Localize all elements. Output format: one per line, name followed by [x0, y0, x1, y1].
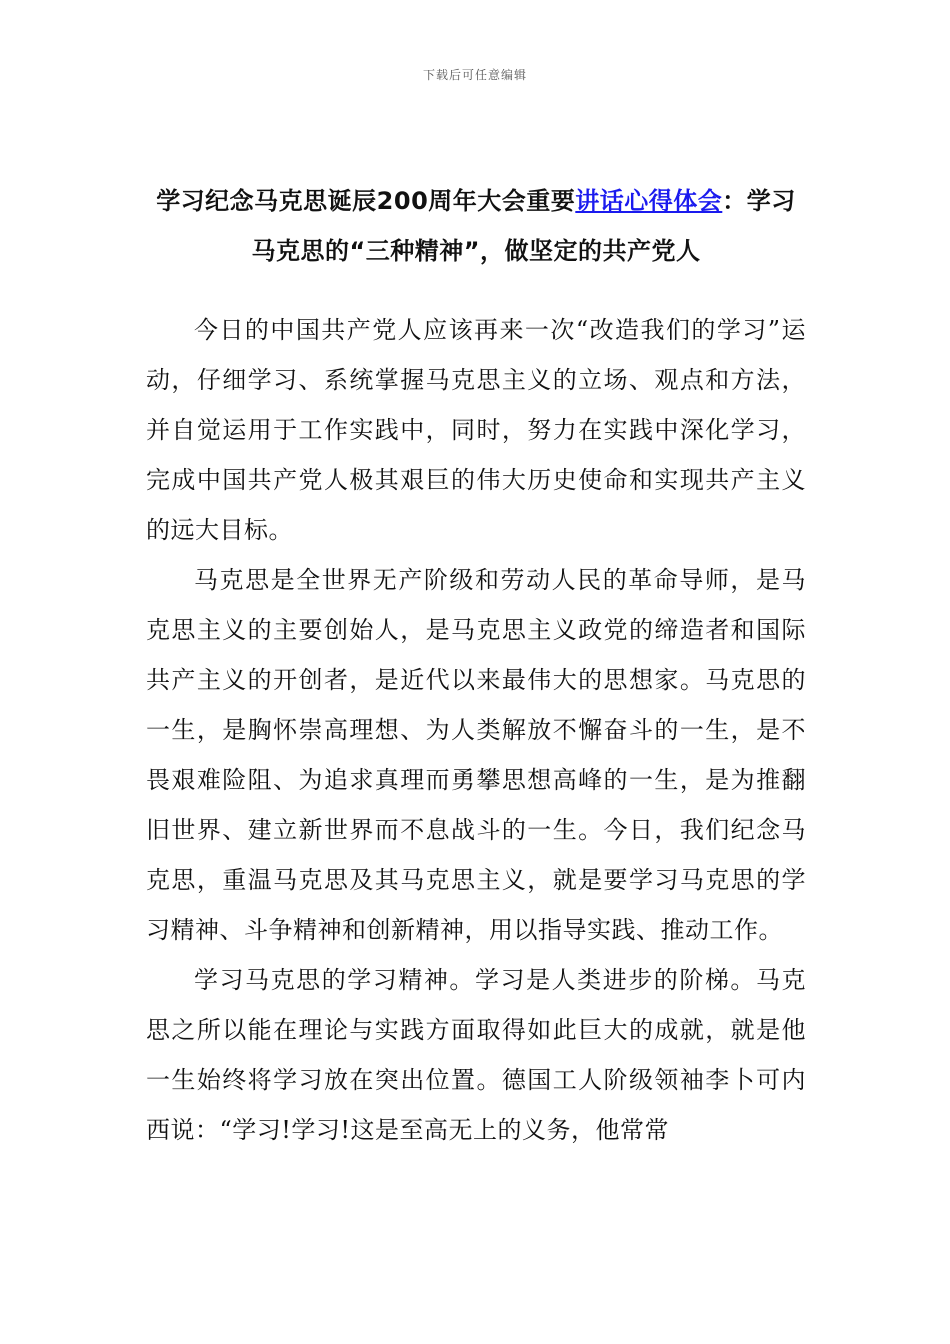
header-note: 下载后可任意编辑: [422, 68, 527, 82]
paragraph: 马克思是全世界无产阶级和劳动人民的革命导师，是马克思主义的主要创始人，是马克思主义政党的缔造者和国际共产主义的开创者，是近代以来最伟大的思想家。马克思的一生，是胸怀崇高理想、为人类解放不懈奋斗的一生，是不畏艰难险阻、为追求真理而勇攀思想高峰的一生，是为推翻旧世界、建立新世界而不息战斗的一生。今日，我们纪念马克思，重温马克思及其马克思主义，就是要学习马克思的学习精神、斗争精神和创新精神，用以指导实践、推动工作。: [146, 566, 806, 944]
document-body: [146, 305, 806, 1155]
paragraph: 今日的中国共产党人应该再来一次“改造我们的学习”运动，仔细学习、系统掌握马克思主义的立场、观点和方法，并自觉运用于工作实践中，同时，努力在实践中深化学习，完成中国共产党人极其艰巨的伟大历史使命和实现共产主义的远大目标。: [146, 316, 806, 544]
title-link[interactable]: 讲话心得体会: [575, 187, 723, 215]
paragraph: 学习马克思的学习精神。学习是人类进步的阶梯。马克思之所以能在理论与实践方面取得如此巨大的成就，就是他一生始终将学习放在突出位置。德国工人阶级领袖李卜可内西说：“学习!学习!这是至高无上的义务，他常常: [146, 966, 806, 1144]
title-text-start: 学习纪念马克思诞辰200周年大会重要: [156, 187, 576, 215]
document-title: [146, 176, 806, 276]
title-text-end: ：学习马克思的“三种精神”，做坚定的共产党人: [251, 187, 796, 265]
